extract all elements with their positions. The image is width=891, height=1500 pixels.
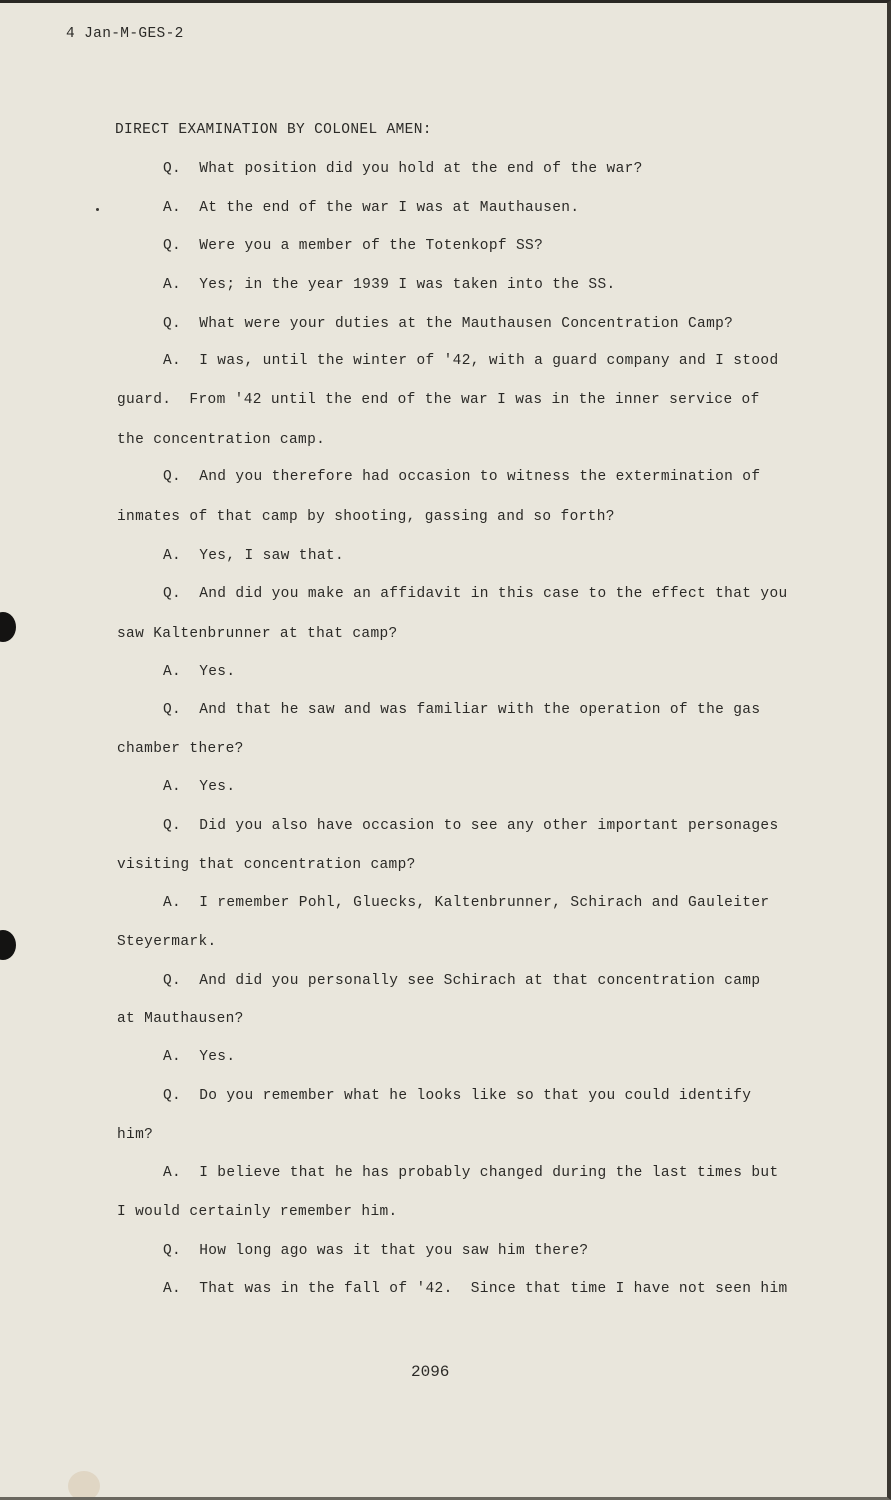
transcript-line: visiting that concentration camp? <box>117 857 416 873</box>
section-heading: DIRECT EXAMINATION BY COLONEL AMEN: <box>115 122 432 138</box>
transcript-line: Q. Do you remember what he looks like so that you could identify <box>163 1088 752 1104</box>
transcript-line: A. Yes; in the year 1939 I was taken into the SS. <box>163 277 616 293</box>
transcript-line: Q. And did you personally see Schirach at that concentration camp <box>163 973 761 989</box>
transcript-line: A. At the end of the war I was at Mauthausen. <box>163 200 580 216</box>
document-reference: 4 Jan-M-GES-2 <box>66 26 184 42</box>
transcript-line: chamber there? <box>117 741 244 757</box>
transcript-line: him? <box>117 1127 154 1143</box>
transcript-line: Q. And that he saw and was familiar with the operation of the gas <box>163 702 761 718</box>
transcript-line: Q. How long ago was it that you saw him there? <box>163 1243 589 1259</box>
transcript-line: A. That was in the fall of '42. Since that time I have not seen him <box>163 1281 788 1297</box>
transcript-line: A. Yes. <box>163 779 236 795</box>
punch-hole <box>0 612 16 642</box>
transcript-line: Q. And did you make an affidavit in this case to the effect that you <box>163 586 788 602</box>
transcript-line: A. Yes, I saw that. <box>163 548 345 564</box>
transcript-line: Q. What were your duties at the Mauthausen Concentration Camp? <box>163 316 734 332</box>
transcript-line: Q. What position did you hold at the end of the war? <box>163 161 643 177</box>
transcript-line: A. I was, until the winter of '42, with a guard company and I stood <box>163 353 779 369</box>
transcript-line: A. Yes. <box>163 1049 236 1065</box>
page-number: 2096 <box>411 1363 450 1381</box>
transcript-line: the concentration camp. <box>117 432 326 448</box>
transcript-line: A. Yes. <box>163 664 236 680</box>
transcript-line: Q. Did you also have occasion to see any other important personages <box>163 818 779 834</box>
transcript-line: Q. Were you a member of the Totenkopf SS? <box>163 238 544 254</box>
transcript-line: A. I believe that he has probably changed during the last times but <box>163 1165 779 1181</box>
paper-stain <box>68 1471 100 1500</box>
transcript-line: saw Kaltenbrunner at that camp? <box>117 626 398 642</box>
transcript-line: at Mauthausen? <box>117 1011 244 1027</box>
transcript-line: guard. From '42 until the end of the war I was in the inner service of <box>117 392 760 408</box>
transcript-line: inmates of that camp by shooting, gassing and so forth? <box>117 509 615 525</box>
ink-speck <box>96 208 99 211</box>
transcript-line: Q. And you therefore had occasion to witness the extermination of <box>163 469 761 485</box>
transcript-line: A. I remember Pohl, Gluecks, Kaltenbrunner, Schirach and Gauleiter <box>163 895 770 911</box>
transcript-line: Steyermark. <box>117 934 217 950</box>
transcript-line: I would certainly remember him. <box>117 1204 398 1220</box>
punch-hole <box>0 930 16 960</box>
